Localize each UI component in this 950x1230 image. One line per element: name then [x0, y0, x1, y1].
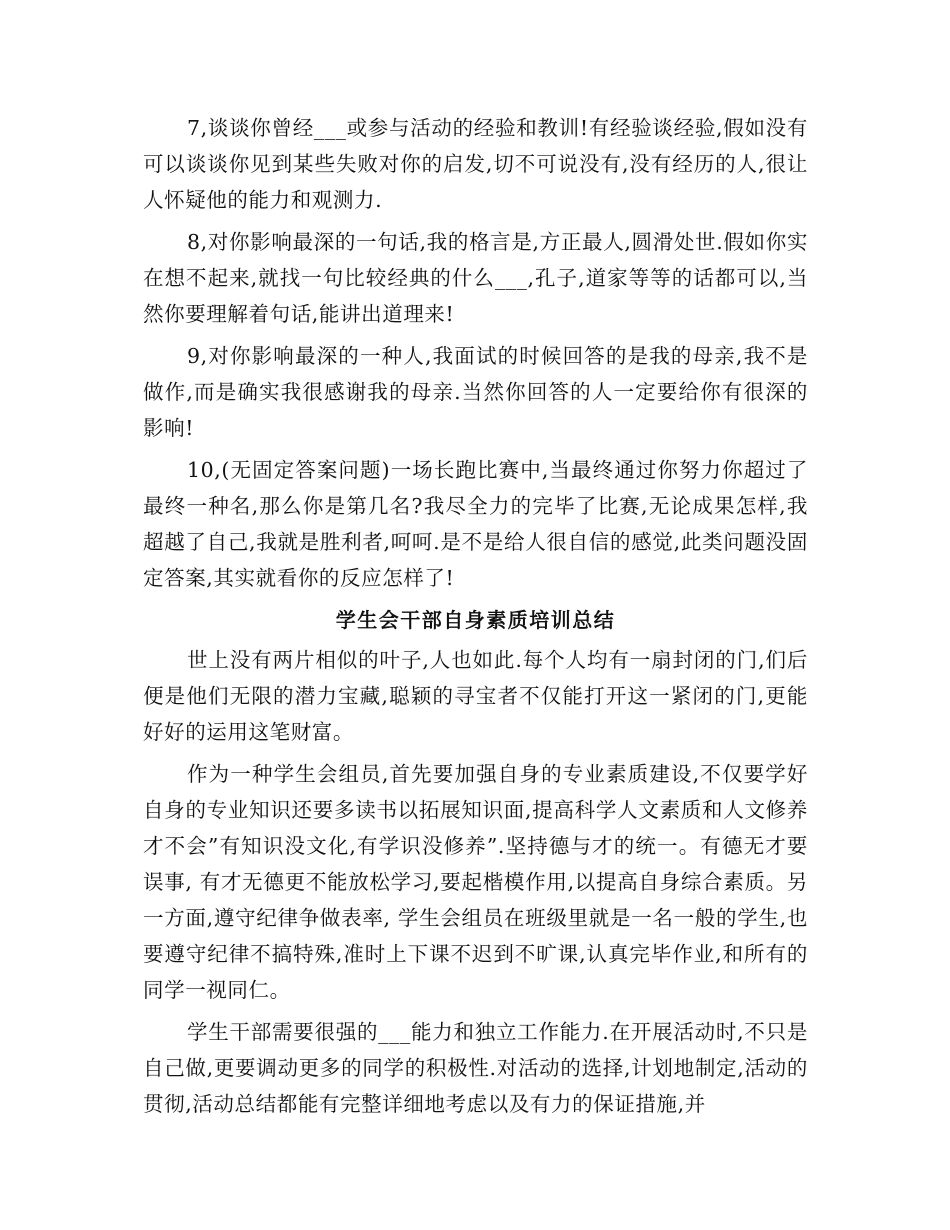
paragraph-question-10: 10,(无固定答案问题)一场长跑比赛中,当最终通过你努力你超过了最终一种名,那么你是第几名?我尽全力的完毕了比赛,无论成果怎样,我超越了自己,我就是胜利者,呵呵.是不是给人很自信的感觉,此类问题没固定答案,其实就看你的反应怎样了! — [143, 458, 808, 590]
document-body — [143, 110, 808, 1128]
paragraph-question-8: 8,对你影响最深的一句话,我的格言是,方正最人,圆滑处世.假如你实在想不起来,就找一句比较经典的什么___,孔子,道家等等的话都可以,当然你要理解着句话,能讲出道理来! — [143, 230, 808, 326]
paragraph-question-7: 7,谈谈你曾经___或参与活动的经验和教训!有经验谈经验,假如没有可以谈谈你见到某些失败对你的启发,切不可说没有,没有经历的人,很让人怀疑他的能力和观测力. — [143, 116, 808, 212]
paragraph-professional-quality: 作为一种学生会组员,首先要加强自身的专业素质建设,不仅要学好自身的专业知识还要多读书以拓展知识面,提高科学人文素质和人文修养才不会”有知识没文化,有学识没修养”.坚持德与才的统一。有德无才要误事, 有才无德更不能放松学习,要起楷模作用,以提高自身综合素质。另一方面,遵守纪律争做表率, 学生会组员在班级里就是一名一般的学生,也要遵守纪律不搞特殊,准时上下课不迟到不旷课,认真完毕作业,和所有的同学一视同仁。 — [143, 762, 808, 1002]
paragraph-intro: 世上没有两片相似的叶子,人也如此.每个人均有一扇封闭的门,们后便是他们无限的潜力宝藏,聪颖的寻宝者不仅能打开这一紧闭的门,更能好好的运用这笔财富。 — [143, 648, 808, 744]
paragraph-question-9: 9,对你影响最深的一种人,我面试的时候回答的是我的母亲,我不是做作,而是确实我很感谢我的母亲.当然你回答的人一定要给你有很深的影响! — [143, 344, 808, 440]
section-title: 学生会干部自身素质培训总结 — [335, 608, 616, 632]
paragraph-work-ability: 学生干部需要很强的___能力和独立工作能力.在开展活动时,不只是自己做,更要调动更多的同学的积极性.对活动的选择,计划地制定,活动的贯彻,活动总结都能有完整详细地考虑以及有力的保证措施,并 — [143, 1020, 808, 1116]
